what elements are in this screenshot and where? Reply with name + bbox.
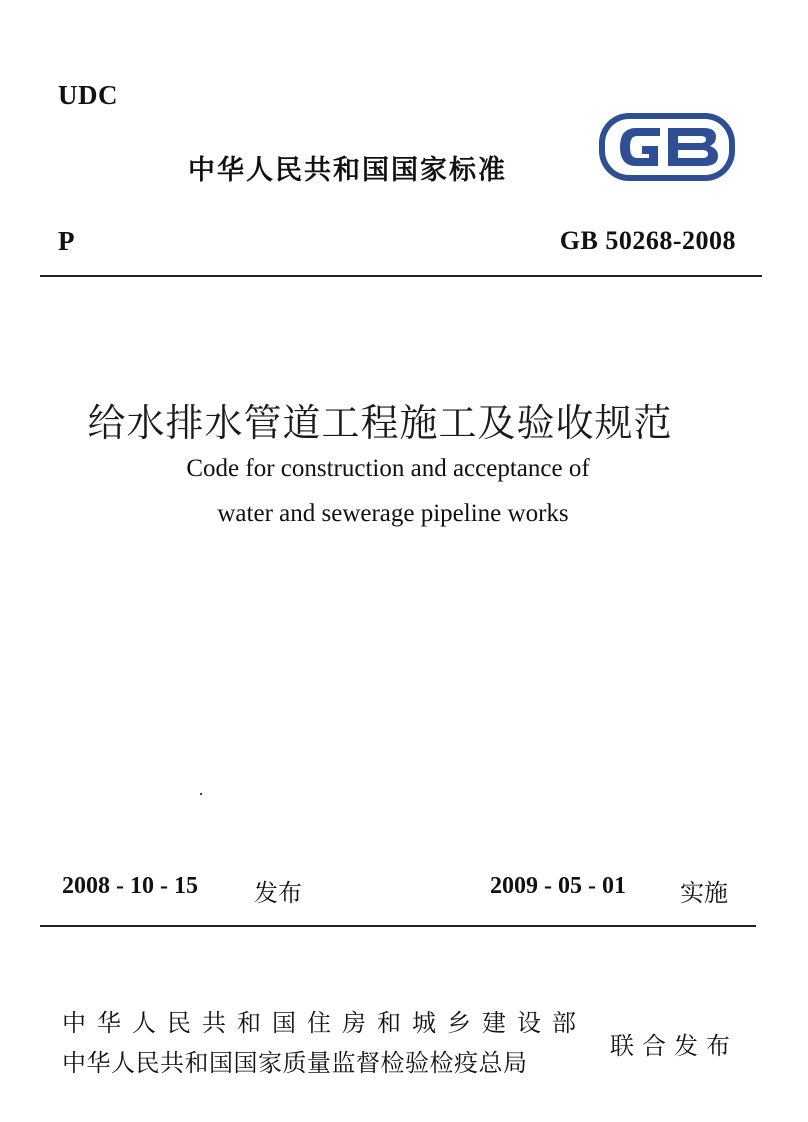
- print-speck: [200, 793, 202, 795]
- issue-label: 发布: [254, 879, 302, 907]
- publisher-aqsiq: 中华人民共和国国家质量监督检验检疫总局: [62, 1049, 528, 1077]
- title-english-line2: water and sewerage pipeline works: [217, 500, 569, 527]
- standard-number: GB 50268-2008: [559, 226, 736, 255]
- joint-publish-label: 联合发布: [610, 1032, 738, 1060]
- implement-label: 实施: [680, 879, 728, 907]
- udc-label: UDC: [58, 80, 118, 110]
- implement-date: 2009 - 05 - 01: [490, 873, 626, 899]
- bottom-divider: [40, 925, 756, 927]
- top-divider: [40, 275, 762, 277]
- gb-logo: [596, 110, 738, 184]
- title-chinese: 给水排水管道工程施工及验收规范: [87, 401, 673, 445]
- classification-code: P: [58, 226, 75, 256]
- issue-date: 2008 - 10 - 15: [62, 873, 198, 899]
- gb-logo-icon: [596, 110, 738, 184]
- national-standard-heading: 中华人民共和国国家标准: [188, 155, 507, 186]
- publisher-ministry: 中华人民共和国住房和城乡建设部: [62, 1009, 587, 1037]
- title-english-line1: Code for construction and acceptance of: [186, 455, 590, 482]
